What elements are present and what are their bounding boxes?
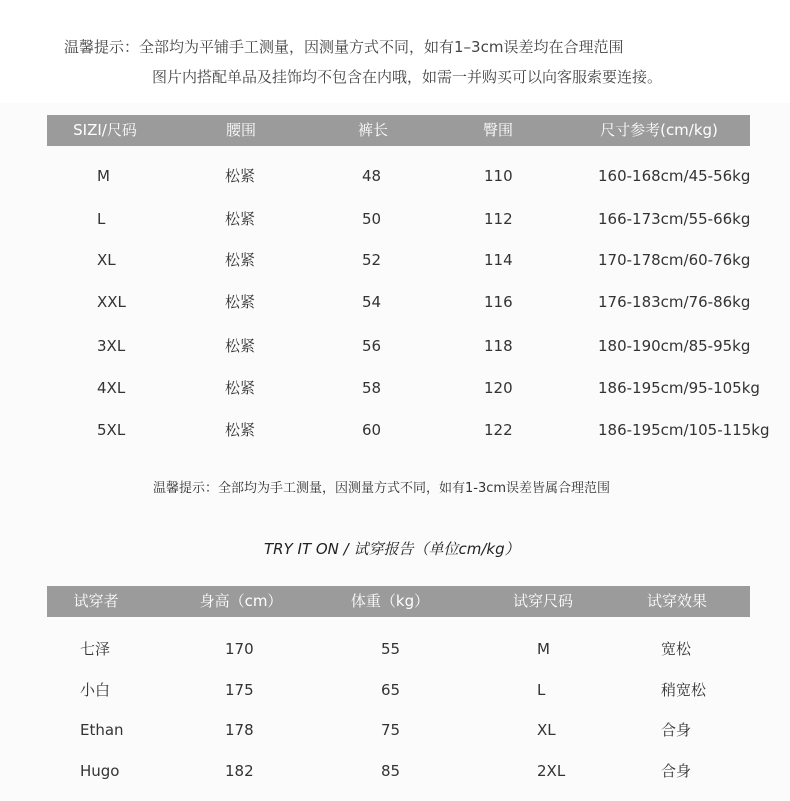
hip-cell: 114 xyxy=(484,251,513,269)
hip-cell: 120 xyxy=(484,379,513,397)
try-header-height: 身高（cm） xyxy=(199,592,283,610)
height-cell: 170 xyxy=(225,640,254,658)
table-row xyxy=(0,164,790,188)
weight-cell: 75 xyxy=(381,721,401,739)
size-cell: 5XL xyxy=(97,421,126,439)
reference-cell: 180-190cm/85-95kg xyxy=(598,337,751,355)
tester-cell: 七泽 xyxy=(80,640,111,658)
tester-cell: 小白 xyxy=(80,681,111,699)
reference-cell: 166-173cm/55-66kg xyxy=(598,210,751,228)
try-header-size: 试穿尺码 xyxy=(512,592,574,610)
waist-cell: 松紧 xyxy=(225,251,256,269)
tester-cell: Hugo xyxy=(80,762,120,780)
size-cell: 4XL xyxy=(97,379,126,397)
length-cell: 60 xyxy=(362,421,382,439)
try-on-table-header xyxy=(47,586,750,617)
size-table-header xyxy=(47,115,750,146)
size-header-waist: 腰围 xyxy=(225,121,257,139)
try-size-cell: M xyxy=(537,640,550,658)
try-size-cell: L xyxy=(537,681,546,699)
table-row xyxy=(0,637,790,661)
size-cell: L xyxy=(97,210,106,228)
table-row xyxy=(0,718,790,742)
size-cell: 3XL xyxy=(97,337,126,355)
notice-block xyxy=(0,0,790,103)
notice-line-2: 图片内搭配单品及挂饰均不包含在内哦，如需一并购买可以向客服索要连接。 xyxy=(152,68,663,86)
height-cell: 175 xyxy=(225,681,254,699)
length-cell: 52 xyxy=(362,251,382,269)
table-row xyxy=(0,334,790,358)
table-row xyxy=(0,248,790,272)
reference-cell: 176-183cm/76-86kg xyxy=(598,293,751,311)
length-cell: 56 xyxy=(362,337,382,355)
waist-cell: 松紧 xyxy=(225,293,256,311)
size-header-reference: 尺寸参考(cm/kg) xyxy=(600,121,718,139)
measurement-tip: 温馨提示：全部均为手工测量，因测量方式不同，如有1-3cm误差皆属合理范围 xyxy=(153,481,611,496)
effect-cell: 合身 xyxy=(661,721,692,739)
table-row xyxy=(0,759,790,783)
length-cell: 58 xyxy=(362,379,382,397)
weight-cell: 55 xyxy=(381,640,401,658)
size-cell: M xyxy=(97,167,110,185)
hip-cell: 112 xyxy=(484,210,513,228)
try-size-cell: XL xyxy=(537,721,556,739)
tester-cell: Ethan xyxy=(80,721,124,739)
try-size-cell: 2XL xyxy=(537,762,566,780)
effect-cell: 稍宽松 xyxy=(661,681,707,699)
table-row xyxy=(0,376,790,400)
size-cell: XL xyxy=(97,251,116,269)
weight-cell: 85 xyxy=(381,762,401,780)
notice-line-1: 温馨提示：全部均为平铺手工测量，因测量方式不同，如有1–3cm误差均在合理范围 xyxy=(64,38,624,56)
reference-cell: 160-168cm/45-56kg xyxy=(598,167,751,185)
effect-cell: 宽松 xyxy=(661,640,692,658)
table-row xyxy=(0,290,790,314)
table-row xyxy=(0,418,790,442)
waist-cell: 松紧 xyxy=(225,167,256,185)
hip-cell: 116 xyxy=(484,293,513,311)
reference-cell: 170-178cm/60-76kg xyxy=(598,251,751,269)
hip-cell: 110 xyxy=(484,167,513,185)
waist-cell: 松紧 xyxy=(225,337,256,355)
table-row xyxy=(0,207,790,231)
waist-cell: 松紧 xyxy=(225,421,256,439)
effect-cell: 合身 xyxy=(661,762,692,780)
reference-cell: 186-195cm/95-105kg xyxy=(598,379,760,397)
reference-cell: 186-195cm/105-115kg xyxy=(598,421,770,439)
size-header-hip: 臀围 xyxy=(482,121,514,139)
waist-cell: 松紧 xyxy=(225,210,256,228)
size-header-size: SIZI/尺码 xyxy=(73,121,137,139)
size-cell: XXL xyxy=(97,293,126,311)
height-cell: 178 xyxy=(225,721,254,739)
try-header-tester: 试穿者 xyxy=(73,592,119,610)
try-header-effect: 试穿效果 xyxy=(646,592,708,610)
height-cell: 182 xyxy=(225,762,254,780)
hip-cell: 122 xyxy=(484,421,513,439)
size-header-length: 裤长 xyxy=(357,121,389,139)
weight-cell: 65 xyxy=(381,681,401,699)
try-on-title: TRY IT ON / 试穿报告（单位cm/kg） xyxy=(264,540,520,558)
length-cell: 48 xyxy=(362,167,382,185)
try-header-weight: 体重（kg） xyxy=(350,592,430,610)
length-cell: 50 xyxy=(362,210,382,228)
table-row xyxy=(0,678,790,702)
hip-cell: 118 xyxy=(484,337,513,355)
waist-cell: 松紧 xyxy=(225,379,256,397)
length-cell: 54 xyxy=(362,293,382,311)
